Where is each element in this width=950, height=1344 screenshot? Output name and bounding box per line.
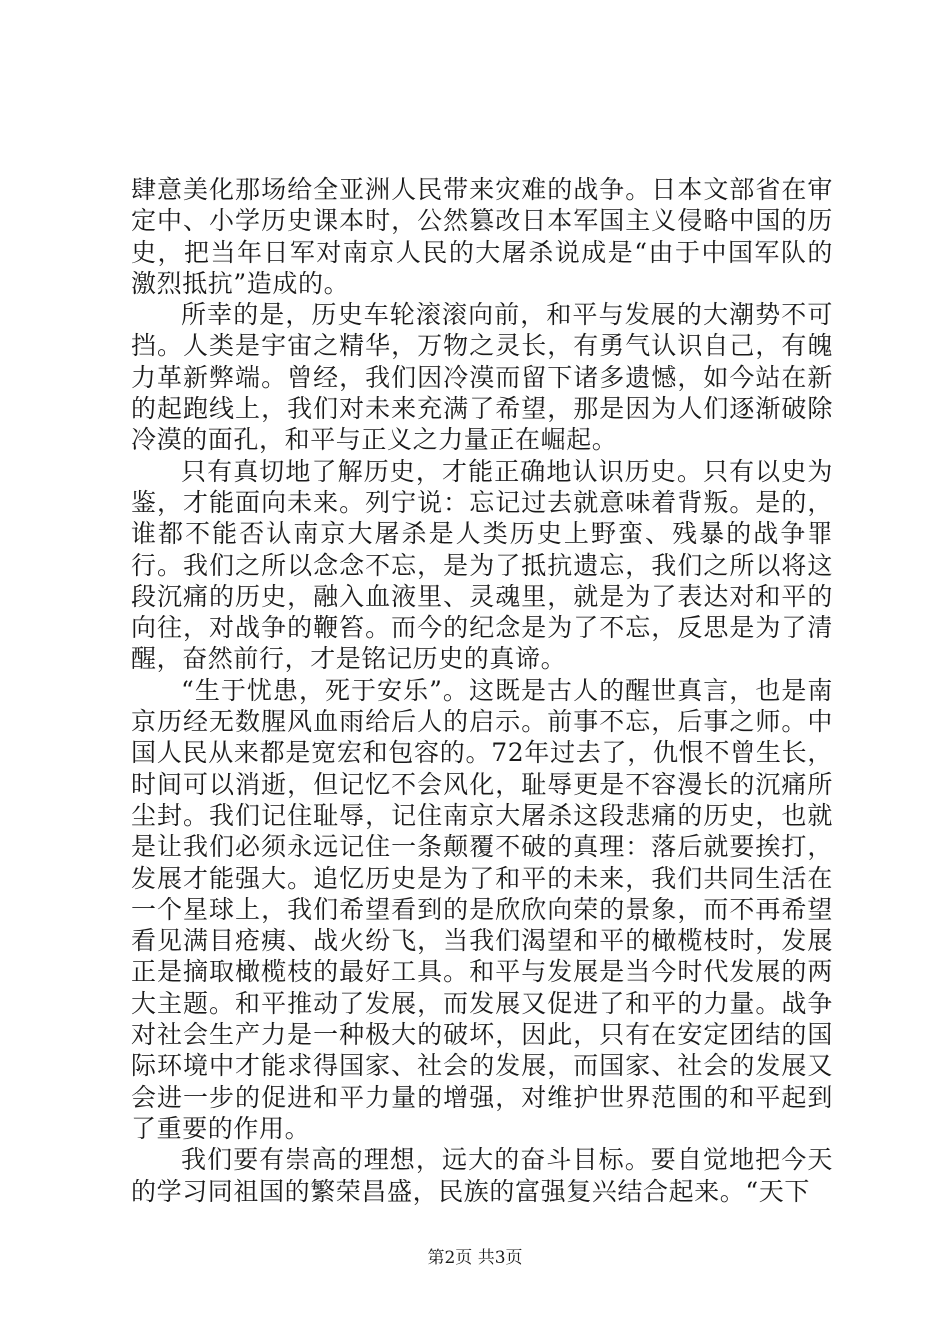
paragraph-3: 只有真切地了解历史，才能正确地认识历史。只有以史为鉴，才能面向未来。列宁说：忘记过去就意味着背叛。是的，谁都不能否认南京大屠杀是人类历史上野蛮、残暴的战争罪行。我们之所以念念不忘，是为了抵抗遗忘，我们之所以将这段沉痛的历史，融入血液里、灵魂里，就是为了表达对和平的向往，对战争的鞭笞。而今的纪念是为了不忘，反思是为了清醒，奋然前行，才是铭记历史的真谛。 xyxy=(131,456,833,674)
document-body xyxy=(131,174,833,1207)
paragraph-2: 所幸的是，历史车轮滚滚向前，和平与发展的大潮势不可挡。人类是宇宙之精华，万物之灵长，有勇气认识自己，有魄力革新弊端。曾经，我们因冷漠而留下诸多遗憾，如今站在新的起跑线上，我们对未来充满了希望，那是因为人们逐渐破除冷漠的面孔，和平与正义之力量正在崛起。 xyxy=(131,300,833,455)
paragraph-5: 我们要有崇高的理想，远大的奋斗目标。要自觉地把今天的学习同祖国的繁荣昌盛，民族的富强复兴结合起来。“天下 xyxy=(131,1145,833,1206)
page-number-footer: 第2页 共3页 xyxy=(427,1248,523,1268)
paragraph-1: 肆意美化那场给全亚洲人民带来灾难的战争。日本文部省在审定中、小学历史课本时，公然篡改日本军国主义侵略中国的历史，把当年日军对南京人民的大屠杀说成是“由于中国军队的激烈抵抗”造成的。 xyxy=(131,175,833,298)
paragraph-4: “生于忧患，死于安乐”。这既是古人的醒世真言，也是南京历经无数腥风血雨给后人的启示。前事不忘，后事之师。中国人民从来都是宽宏和包容的。72年过去了，仇恨不曾生长，时间可以消逝，但记忆不会风化，耻辱更是不容漫长的沉痛所尘封。我们记住耻辱，记住南京大屠杀这段悲痛的历史，也就是让我们必须永远记住一条颠覆不破的真理：落后就要挨打，发展才能强大。追忆历史是为了和平的未来，我们共同生活在一个星球上，我们希望看到的是欣欣向荣的景象，而不再希望看见满目疮痍、战火纷飞，当我们渴望和平的橄榄枝时，发展正是摘取橄榄枝的最好工具。和平与发展是当今时代发展的两大主题。和平推动了发展，而发展又促进了和平的力量。战争对社会生产力是一种极大的破坏，因此，只有在安定团结的国际环境中才能求得国家、社会的发展，而国家、社会的发展又会进一步的促进和平力量的增强，对维护世界范围的和平起到了重要的作用。 xyxy=(131,675,833,1143)
